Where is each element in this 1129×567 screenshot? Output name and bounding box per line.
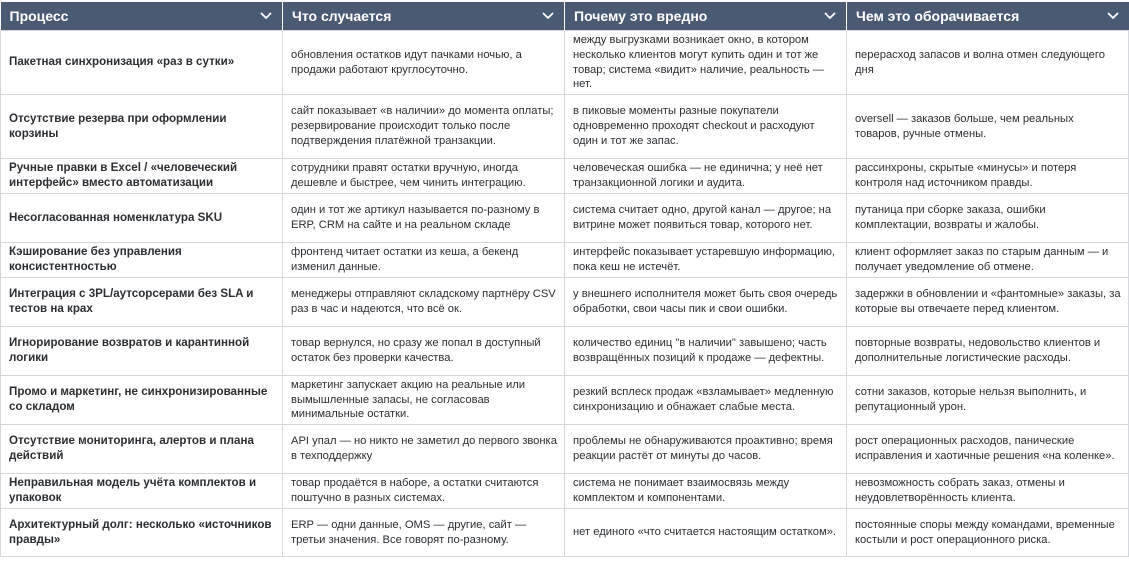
column-header-process[interactable] — [1, 2, 283, 31]
cell-result[interactable]: постоянные споры между командами, временные костыли и рост операционного риска. — [847, 509, 1129, 557]
cell-why[interactable]: интерфейс показывает устаревшую информацию, пока кеш не истечёт. — [565, 243, 847, 278]
cell-process[interactable]: Отсутствие мониторинга, алертов и плана действий — [1, 425, 283, 474]
cell-why[interactable]: человеческая ошибка — не единична; у неё нет транзакционной логики и аудита. — [565, 159, 847, 194]
cell-why[interactable]: в пиковые моменты разные покупатели одновременно проходят checkout и расходуют один и тот же запас. — [565, 95, 847, 159]
cell-what[interactable]: фронтенд читает остатки из кеша, а бекенд изменил данные. — [283, 243, 565, 278]
cell-what[interactable]: сотрудники правят остатки вручную, иногда дешевле и быстрее, чем чинить интеграцию. — [283, 159, 565, 194]
cell-what[interactable]: обновления остатков идут пачками ночью, а продажи работают круглосуточно. — [283, 31, 565, 95]
cell-why[interactable]: количество единиц "в наличии" завышено; часть возвращённых позиций к продаже — дефектны. — [565, 327, 847, 376]
cell-result[interactable]: путаница при сборке заказа, ошибки комплектации, возвраты и жалобы. — [847, 194, 1129, 243]
cell-why[interactable]: нет единого «что считается настоящим остатком». — [565, 509, 847, 557]
column-header-label: Что случается — [292, 8, 392, 24]
table-row — [1, 95, 1129, 159]
cell-result[interactable]: oversell — заказов больше, чем реальных товаров, ручные отмены. — [847, 95, 1129, 159]
column-header-why[interactable] — [565, 2, 847, 31]
cell-why[interactable]: система не понимает взаимосвязь между комплектом и компонентами. — [565, 474, 847, 509]
cell-why[interactable]: между выгрузками возникает окно, в котором несколько клиентов могут купить один и тот же товар; система «видит» наличие, реальность — нет. — [565, 31, 847, 95]
cell-what[interactable]: товар вернулся, но сразу же попал в доступный остаток без проверки качества. — [283, 327, 565, 376]
table-row — [1, 243, 1129, 278]
table-row — [1, 474, 1129, 509]
cell-process[interactable]: Неправильная модель учёта комплектов и упаковок — [1, 474, 283, 509]
cell-what[interactable]: маркетинг запускает акцию на реальные или вымышленные запасы, не согласовав минимальные остатки. — [283, 376, 565, 425]
cell-why[interactable]: проблемы не обнаруживаются проактивно; время реакции растёт от минуты до часов. — [565, 425, 847, 474]
column-header-label: Почему это вредно — [574, 8, 708, 24]
table-row — [1, 278, 1129, 327]
cell-what[interactable]: сайт показывает «в наличии» до момента оплаты; резервирование происходит только после подтверждения платёжной транзакции. — [283, 95, 565, 159]
cell-why[interactable]: у внешнего исполнителя может быть своя очередь обработки, свои часы пик и свои ошибки. — [565, 278, 847, 327]
chevron-down-icon[interactable] — [541, 9, 555, 23]
cell-why[interactable]: резкий всплеск продаж «взламывает» медленную синхронизацию и обнажает слабые места. — [565, 376, 847, 425]
cell-result[interactable]: невозможность собрать заказ, отмены и неудовлетворённость клиента. — [847, 474, 1129, 509]
cell-result[interactable]: рассинхроны, скрытые «минусы» и потеря контроля над источником правды. — [847, 159, 1129, 194]
table-row — [1, 376, 1129, 425]
cell-process[interactable]: Игнорирование возвратов и карантинной логики — [1, 327, 283, 376]
column-header-what[interactable] — [283, 2, 565, 31]
table-row — [1, 159, 1129, 194]
table-row — [1, 425, 1129, 474]
cell-process[interactable]: Кэширование без управления консистентностью — [1, 243, 283, 278]
column-header-label: Процесс — [9, 8, 69, 24]
cell-result[interactable]: рост операционных расходов, панические исправления и хаотичные решения «на коленке». — [847, 425, 1129, 474]
cell-process[interactable]: Пакетная синхронизация «раз в сутки» — [1, 31, 283, 95]
cell-what[interactable]: товар продаётся в наборе, а остатки считаются поштучно в разных системах. — [283, 474, 565, 509]
cell-process[interactable]: Архитектурный долг: несколько «источников правды» — [1, 509, 283, 557]
data-table — [0, 2, 1129, 557]
chevron-down-icon[interactable] — [259, 9, 273, 23]
chevron-down-icon[interactable] — [823, 9, 837, 23]
cell-process[interactable]: Промо и маркетинг, не синхронизированные со складом — [1, 376, 283, 425]
cell-result[interactable]: повторные возвраты, недовольство клиентов и дополнительные логистические расходы. — [847, 327, 1129, 376]
cell-result[interactable]: перерасход запасов и волна отмен следующего дня — [847, 31, 1129, 95]
cell-result[interactable]: задержки в обновлении и «фантомные» заказы, за которые вы отвечаете перед клиентом. — [847, 278, 1129, 327]
cell-what[interactable]: API упал — но никто не заметил до первого звонка в техподдержку — [283, 425, 565, 474]
table-row — [1, 31, 1129, 95]
cell-result[interactable]: сотни заказов, которые нельзя выполнить, и репутационный урон. — [847, 376, 1129, 425]
cell-result[interactable]: клиент оформляет заказ по старым данным — и получает уведомление об отмене. — [847, 243, 1129, 278]
table-row — [1, 327, 1129, 376]
column-header-result[interactable] — [847, 2, 1129, 31]
column-header-label: Чем это оборачивается — [856, 8, 1020, 24]
cell-why[interactable]: система считает одно, другой канал — другое; на витрине может появиться товар, которого нет. — [565, 194, 847, 243]
table-row — [1, 509, 1129, 557]
cell-process[interactable]: Отсутствие резерва при оформлении корзины — [1, 95, 283, 159]
cell-process[interactable]: Несогласованная номенклатура SKU — [1, 194, 283, 243]
table-header-row — [1, 2, 1129, 31]
cell-process[interactable]: Ручные правки в Excel / «человеческий интерфейс» вместо автоматизации — [1, 159, 283, 194]
table-row — [1, 194, 1129, 243]
cell-what[interactable]: менеджеры отправляют складскому партнёру CSV раз в час и надеются, что всё ок. — [283, 278, 565, 327]
cell-what[interactable]: один и тот же артикул называется по-разному в ERP, CRM на сайте и на реальном складе — [283, 194, 565, 243]
cell-what[interactable]: ERP — одни данные, OMS — другие, сайт — третьи значения. Все говорят по-разному. — [283, 509, 565, 557]
cell-process[interactable]: Интеграция с 3PL/аутсорсерами без SLA и тестов на крах — [1, 278, 283, 327]
chevron-down-icon[interactable] — [1106, 9, 1120, 23]
